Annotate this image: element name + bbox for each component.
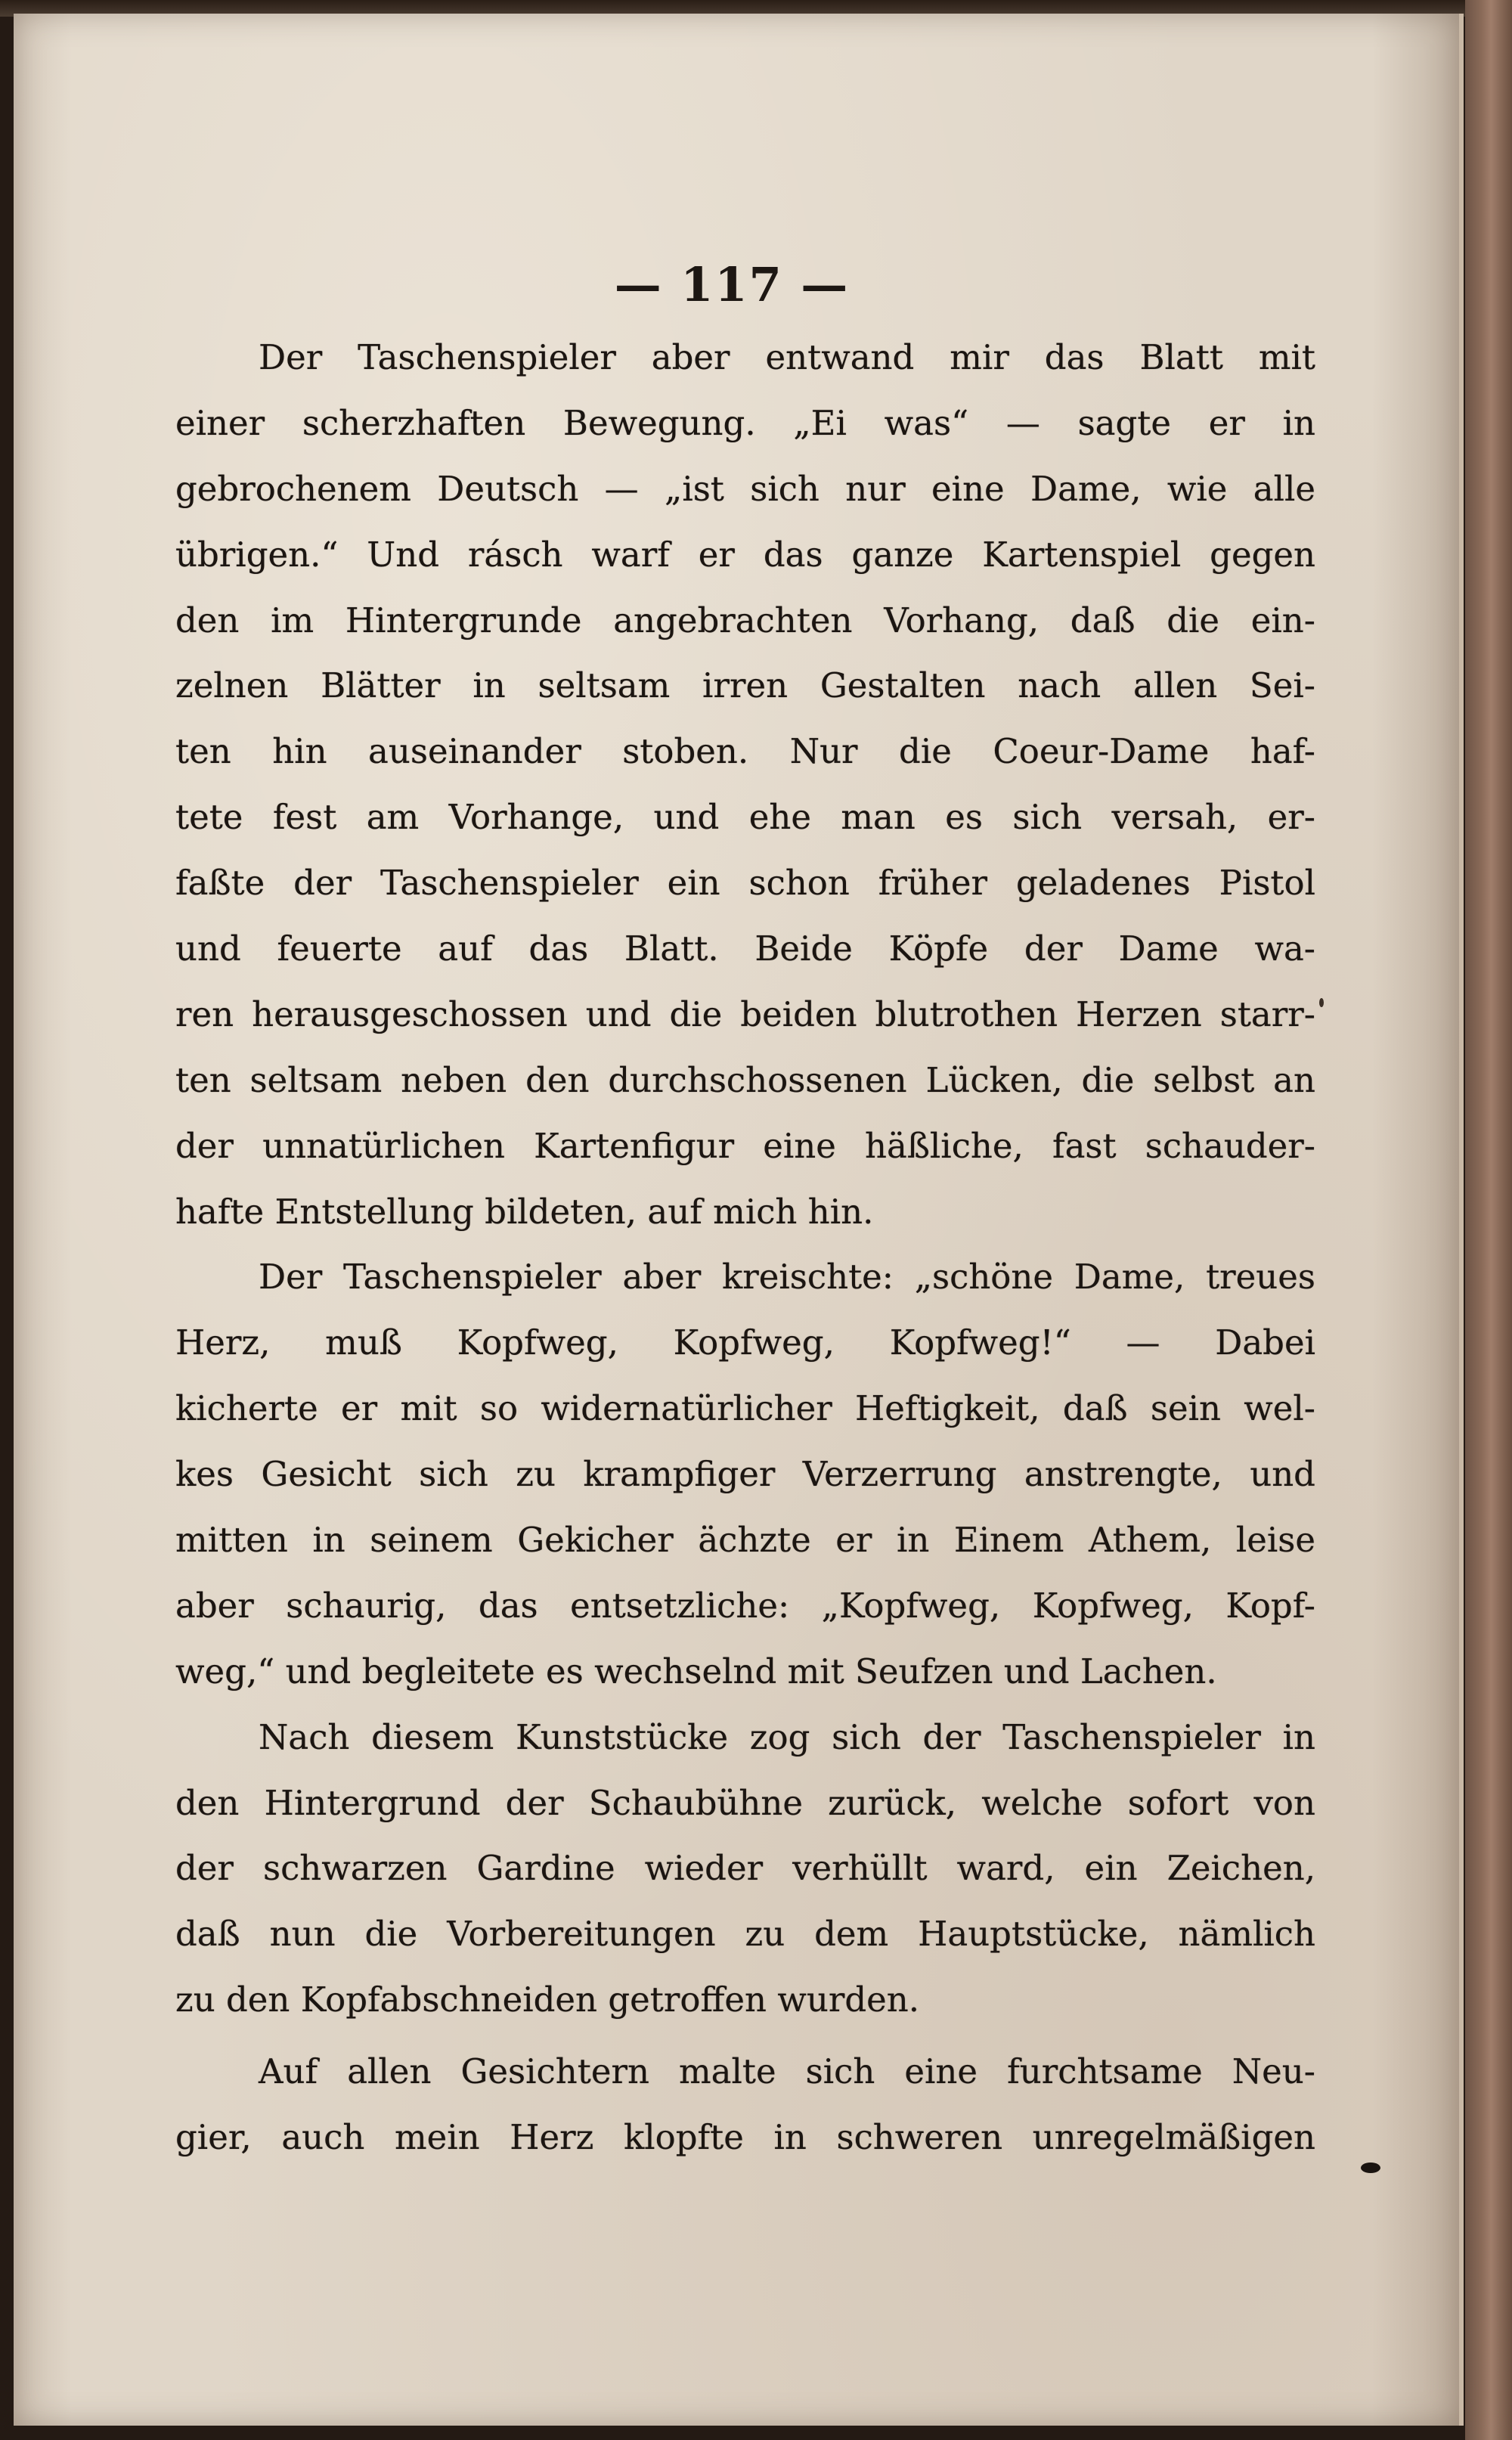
- text-line: zelnen Blätter in seltsam irren Gestalten nach allen Sei-: [175, 665, 1315, 706]
- text-line: Der Taschenspieler aber kreischte: „schöne Dame, treues: [259, 1257, 1315, 1298]
- book-spine-edge-right: [1465, 0, 1512, 2440]
- ink-blot: [1361, 2163, 1380, 2173]
- text-line: kicherte er mit so widernatürlicher Heftigkeit, daß sein wel-: [175, 1388, 1315, 1429]
- ink-fleck: [1319, 998, 1324, 1007]
- text-line: aber schaurig, das entsetzliche: „Kopfweg, Kopfweg, Kopf-: [175, 1585, 1315, 1626]
- text-line: zu den Kopfabschneiden getroffen wurden.: [175, 1980, 920, 2020]
- text-line: einer scherzhaften Bewegung. „Ei was“ — sagte er in: [175, 402, 1315, 443]
- text-line: übrigen.“ Und rásch warf er das ganze Kartenspiel gegen: [175, 534, 1315, 575]
- text-line: hafte Entstellung bildeten, auf mich hin.: [175, 1191, 874, 1232]
- text-line: daß nun die Vorbereitungen zu dem Hauptstücke, nämlich: [175, 1914, 1315, 1955]
- text-line: Auf allen Gesichtern malte sich eine furchtsame Neu-: [259, 2051, 1315, 2092]
- text-line: gebrochenem Deutsch — „ist sich nur eine Dame, wie alle: [175, 468, 1315, 509]
- text-line: ren herausgeschossen und die beiden blutrothen Herzen starr-: [175, 994, 1315, 1034]
- text-line: den im Hintergrunde angebrachten Vorhang, daß die ein-: [175, 600, 1315, 640]
- text-line: gier, auch mein Herz klopfte in schweren unregelmäßigen: [175, 2117, 1315, 2158]
- text-line: Nach diesem Kunststücke zog sich der Taschenspieler in: [259, 1716, 1315, 1757]
- page-number: — 117 —: [614, 257, 850, 312]
- text-line: tete fest am Vorhange, und ehe man es sich versah, er-: [175, 797, 1315, 838]
- text-line: den Hintergrund der Schaubühne zurück, welche sofort von: [175, 1782, 1315, 1823]
- text-line: Der Taschenspieler aber entwand mir das Blatt mit: [259, 337, 1315, 377]
- text-line: Herz, muß Kopfweg, Kopfweg, Kopfweg!“ — Dabei: [175, 1322, 1315, 1363]
- text-line: der schwarzen Gardine wieder verhüllt ward, ein Zeichen,: [175, 1848, 1315, 1889]
- text-line: und feuerte auf das Blatt. Beide Köpfe der Dame wa-: [175, 929, 1315, 969]
- text-line: ten seltsam neben den durchschossenen Lücken, die selbst an: [175, 1059, 1315, 1100]
- text-line: ten hin auseinander stoben. Nur die Coeur-Dame haf-: [175, 731, 1315, 772]
- body-text: [175, 325, 1315, 2171]
- text-line: weg,“ und begleitete es wechselnd mit Seufzen und Lachen.: [175, 1651, 1217, 1691]
- text-line: kes Gesicht sich zu krampfiger Verzerrung anstrengte, und: [175, 1454, 1315, 1495]
- text-line: faßte der Taschenspieler ein schon früher geladenes Pistol: [175, 863, 1315, 904]
- text-line: mitten in seinem Gekicher ächzte er in Einem Athem, leise: [175, 1520, 1315, 1561]
- text-line: der unnatürlichen Kartenfigur eine häßliche, fast schauder-: [175, 1125, 1315, 1166]
